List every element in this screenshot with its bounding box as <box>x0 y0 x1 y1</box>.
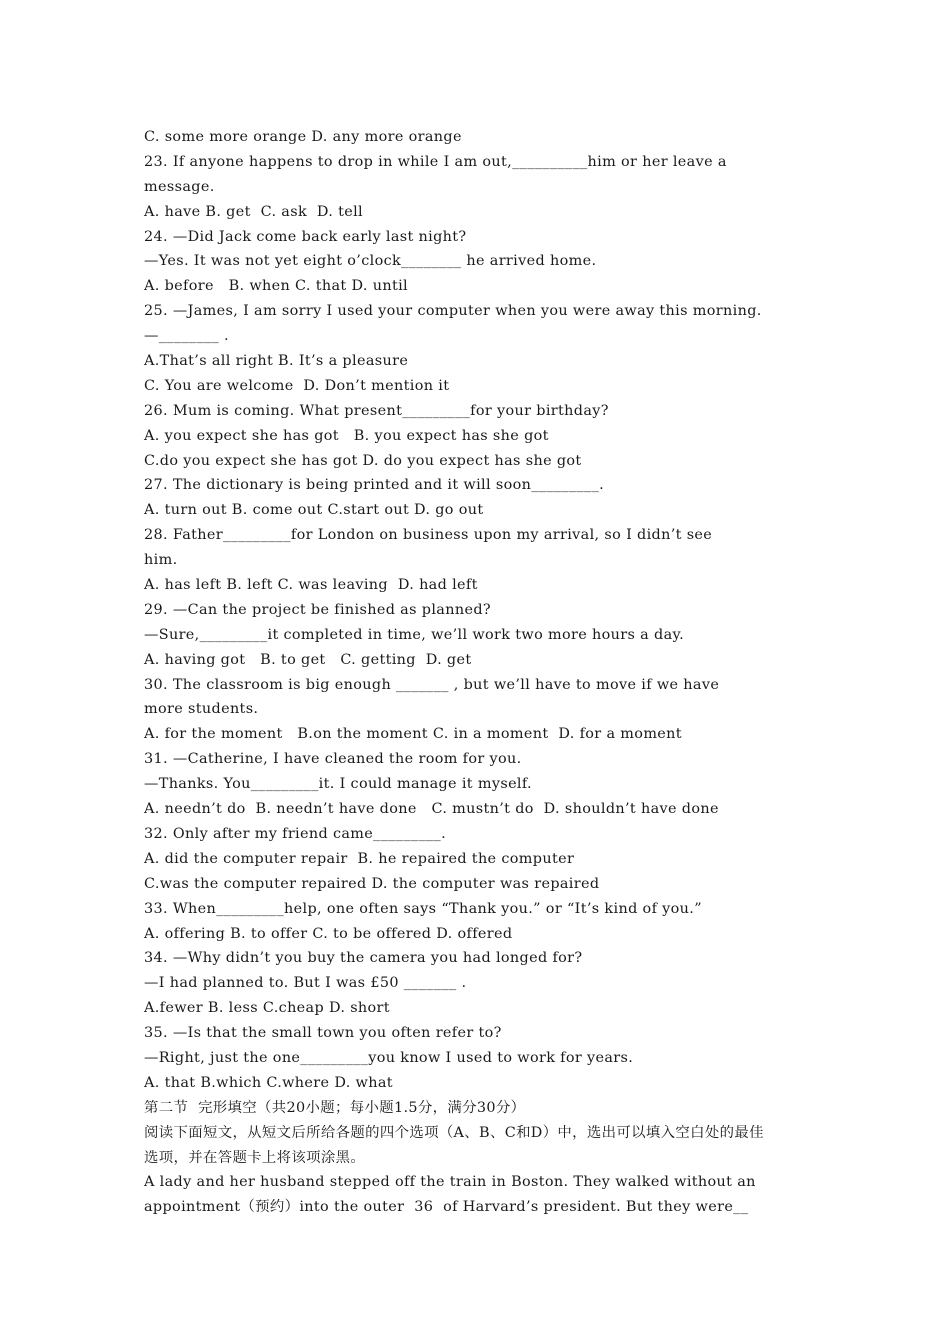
options-30: A. for the moment B.on the moment C. in a moment D. for a moment <box>144 726 682 743</box>
options-32: A. did the computer repair B. he repaired the computer <box>144 850 575 867</box>
text-line: —I had planned to. But I was £50 _______ . <box>144 975 467 992</box>
options-26: C.do you expect she has got D. do you expect has she got <box>144 452 582 469</box>
section-heading: 第二节 完形填空（共20小题；每小题1.5分，满分30分） <box>144 1099 526 1116</box>
text-line: —Sure,_________it completed in time, we’ll work two more hours a day. <box>144 626 685 643</box>
options-35: A. that B.which C.where D. what <box>144 1074 393 1091</box>
question-25: 25. —James, I am sorry I used your computer when you were away this morning. <box>144 303 762 320</box>
question-29: 29. —Can the project be finished as planned? <box>144 601 491 618</box>
options-26: A. you expect she has got B. you expect has she got <box>144 427 549 444</box>
question-33: 33. When_________help, one often says “Thank you.” or “It’s kind of you.” <box>144 900 702 917</box>
section-instructions: 阅读下面短文，从短文后所给各题的四个选项（A、B、C和D）中，选出可以填入空白处的最佳 <box>144 1124 764 1141</box>
options-32: C.was the computer repaired D. the computer was repaired <box>144 875 600 892</box>
question-23: 23. If anyone happens to drop in while I am out,__________him or her leave a <box>144 153 727 170</box>
options-27: A. turn out B. come out C.start out D. go out <box>144 502 484 519</box>
text-line: —________ . <box>144 328 229 345</box>
options-33: A. offering B. to offer C. to be offered D. offered <box>144 925 513 942</box>
question-24: 24. —Did Jack come back early last night? <box>144 228 467 245</box>
options-31: A. needn’t do B. needn’t have done C. mustn’t do D. shouldn’t have done <box>144 801 719 818</box>
text-line: —Right, just the one_________you know I used to work for years. <box>144 1049 634 1066</box>
question-34: 34. —Why didn’t you buy the camera you had longed for? <box>144 950 583 967</box>
question-26: 26. Mum is coming. What present_________for your birthday? <box>144 402 609 419</box>
question-27: 27. The dictionary is being printed and it will soon_________. <box>144 477 605 494</box>
question-28: 28. Father_________for London on business upon my arrival, so I didn’t see <box>144 527 713 544</box>
options-23: A. have B. get C. ask D. tell <box>144 203 364 220</box>
section-instructions: 选项，并在答题卡上将该项涂黑。 <box>144 1149 366 1166</box>
passage-line: appointment（预约）into the outer 36 of Harvard’s president. But they were__ <box>144 1199 749 1216</box>
options-28: A. has left B. left C. was leaving D. had left <box>144 577 478 594</box>
options-34: A.fewer B. less C.cheap D. short <box>144 1000 390 1017</box>
text-line: message. <box>144 178 215 195</box>
question-32: 32. Only after my friend came_________. <box>144 825 447 842</box>
text-line: C. some more orange D. any more orange <box>144 129 462 145</box>
options-25: C. You are welcome D. Don’t mention it <box>144 377 450 394</box>
options-24: A. before B. when C. that D. until <box>144 278 408 295</box>
question-31: 31. —Catherine, I have cleaned the room for you. <box>144 751 522 768</box>
passage-line: A lady and her husband stepped off the train in Boston. They walked without an <box>144 1174 756 1191</box>
text-line: more students. <box>144 701 259 718</box>
options-29: A. having got B. to get C. getting D. get <box>144 651 472 668</box>
text-line: him. <box>144 552 178 569</box>
text-line: —Thanks. You_________it. I could manage it myself. <box>144 776 532 793</box>
text-line: —Yes. It was not yet eight o’clock________ he arrived home. <box>144 253 597 270</box>
document-body <box>144 125 824 1220</box>
question-35: 35. —Is that the small town you often refer to? <box>144 1025 502 1042</box>
question-30: 30. The classroom is big enough _______ , but we’ll have to move if we have <box>144 676 720 693</box>
options-25: A.That’s all right B. It’s a pleasure <box>144 353 409 370</box>
